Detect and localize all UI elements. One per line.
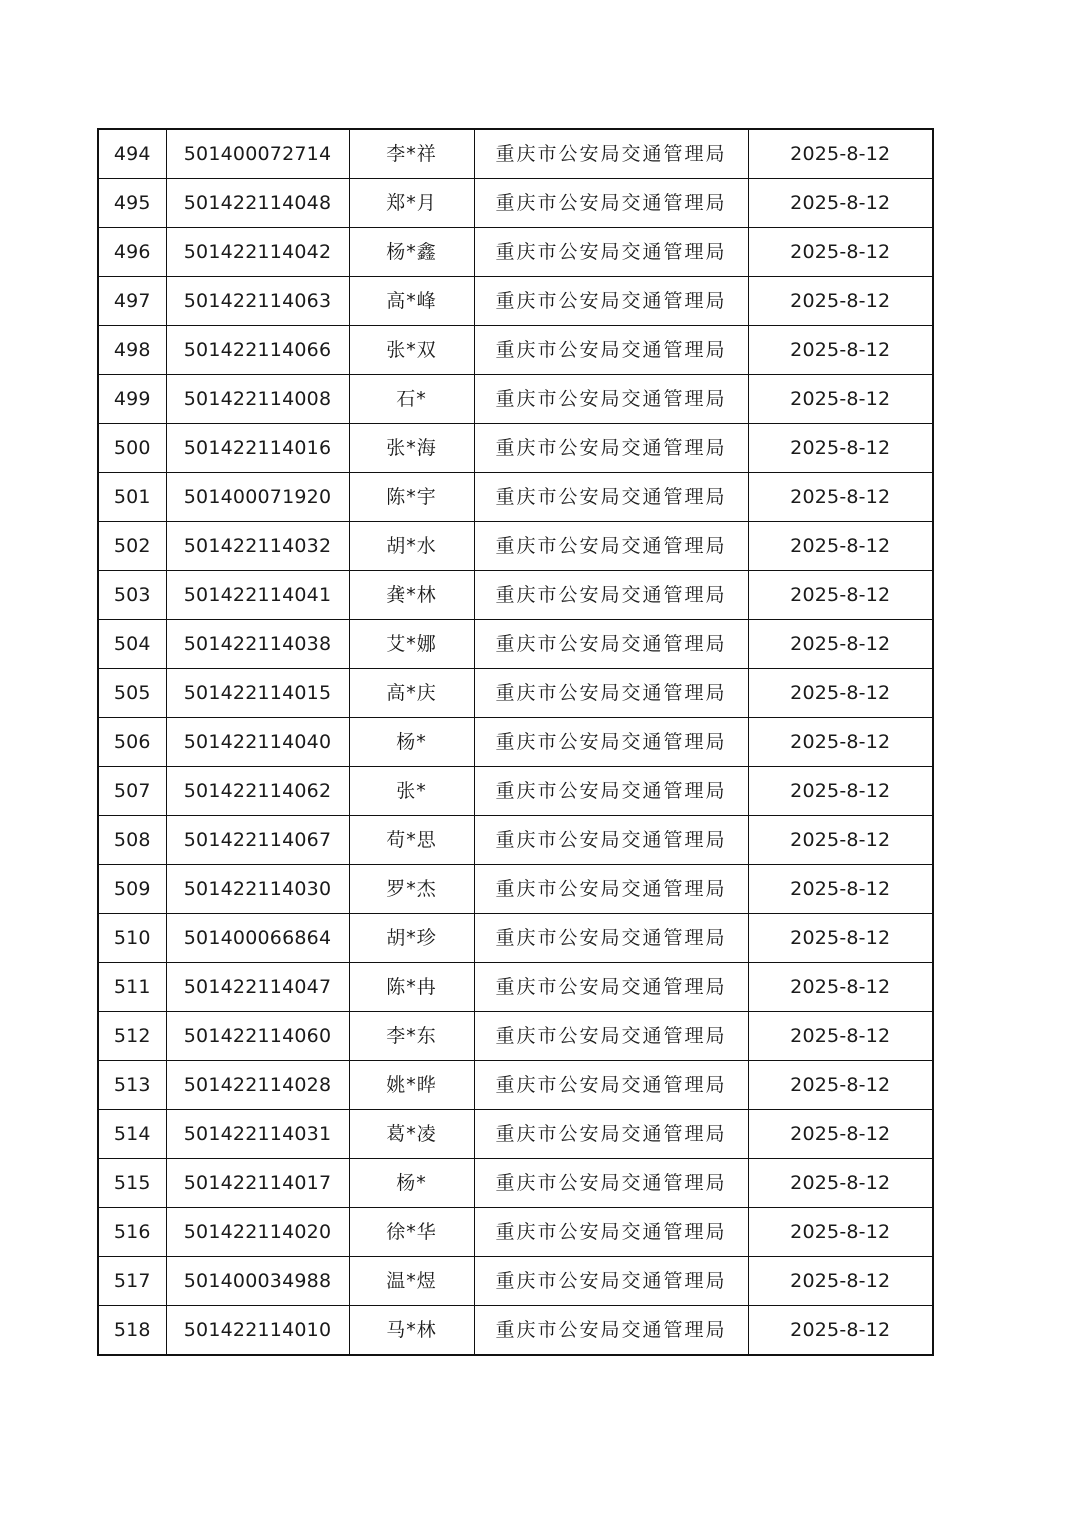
- issuing-authority-cell: 重庆市公安局交通管理局: [474, 1012, 748, 1061]
- issuing-authority-cell: 重庆市公安局交通管理局: [474, 473, 748, 522]
- date-cell: 2025-8-12: [748, 326, 933, 375]
- date-cell: 2025-8-12: [748, 277, 933, 326]
- issuing-authority-cell: 重庆市公安局交通管理局: [474, 865, 748, 914]
- date-cell: 2025-8-12: [748, 571, 933, 620]
- serial-number-cell: 503: [98, 571, 166, 620]
- certificate-number-cell: 501422114031: [166, 1110, 349, 1159]
- issuing-authority-cell: 重庆市公安局交通管理局: [474, 669, 748, 718]
- serial-number-cell: 501: [98, 473, 166, 522]
- table-row: [98, 914, 933, 963]
- serial-number-cell: 516: [98, 1208, 166, 1257]
- date-cell: 2025-8-12: [748, 375, 933, 424]
- person-name-cell: 陈*宇: [349, 473, 474, 522]
- person-name-cell: 温*煜: [349, 1257, 474, 1306]
- table-row: [98, 1257, 933, 1306]
- person-name-cell: 杨*: [349, 718, 474, 767]
- date-cell: 2025-8-12: [748, 669, 933, 718]
- person-name-cell: 苟*思: [349, 816, 474, 865]
- issuing-authority-cell: 重庆市公安局交通管理局: [474, 816, 748, 865]
- person-name-cell: 葛*凌: [349, 1110, 474, 1159]
- date-cell: 2025-8-12: [748, 522, 933, 571]
- certificate-number-cell: 501422114017: [166, 1159, 349, 1208]
- person-name-cell: 陈*冉: [349, 963, 474, 1012]
- serial-number-cell: 508: [98, 816, 166, 865]
- date-cell: 2025-8-12: [748, 424, 933, 473]
- certificate-number-cell: 501422114067: [166, 816, 349, 865]
- person-name-cell: 李*东: [349, 1012, 474, 1061]
- serial-number-cell: 502: [98, 522, 166, 571]
- serial-number-cell: 507: [98, 767, 166, 816]
- certificate-number-cell: 501422114028: [166, 1061, 349, 1110]
- table-row: [98, 1061, 933, 1110]
- issuing-authority-cell: 重庆市公安局交通管理局: [474, 718, 748, 767]
- issuing-authority-cell: 重庆市公安局交通管理局: [474, 963, 748, 1012]
- certificate-number-cell: 501422114066: [166, 326, 349, 375]
- date-cell: 2025-8-12: [748, 1257, 933, 1306]
- table-row: [98, 522, 933, 571]
- serial-number-cell: 510: [98, 914, 166, 963]
- person-name-cell: 杨*: [349, 1159, 474, 1208]
- certificate-number-cell: 501422114062: [166, 767, 349, 816]
- date-cell: 2025-8-12: [748, 1012, 933, 1061]
- certificate-number-cell: 501400072714: [166, 129, 349, 179]
- serial-number-cell: 504: [98, 620, 166, 669]
- serial-number-cell: 518: [98, 1306, 166, 1356]
- date-cell: 2025-8-12: [748, 963, 933, 1012]
- date-cell: 2025-8-12: [748, 473, 933, 522]
- table-row: [98, 1012, 933, 1061]
- date-cell: 2025-8-12: [748, 1306, 933, 1356]
- certificate-number-cell: 501400034988: [166, 1257, 349, 1306]
- person-name-cell: 张*双: [349, 326, 474, 375]
- issuing-authority-cell: 重庆市公安局交通管理局: [474, 228, 748, 277]
- serial-number-cell: 499: [98, 375, 166, 424]
- issuing-authority-cell: 重庆市公安局交通管理局: [474, 767, 748, 816]
- certificate-number-cell: 501422114032: [166, 522, 349, 571]
- person-name-cell: 姚*晔: [349, 1061, 474, 1110]
- person-name-cell: 徐*华: [349, 1208, 474, 1257]
- table-row: [98, 277, 933, 326]
- serial-number-cell: 505: [98, 669, 166, 718]
- date-cell: 2025-8-12: [748, 228, 933, 277]
- table-row: [98, 718, 933, 767]
- certificate-number-cell: 501422114063: [166, 277, 349, 326]
- certificate-number-cell: 501422114038: [166, 620, 349, 669]
- date-cell: 2025-8-12: [748, 1208, 933, 1257]
- issuing-authority-cell: 重庆市公安局交通管理局: [474, 1257, 748, 1306]
- issuing-authority-cell: 重庆市公安局交通管理局: [474, 179, 748, 228]
- table-row: [98, 963, 933, 1012]
- serial-number-cell: 498: [98, 326, 166, 375]
- person-name-cell: 高*峰: [349, 277, 474, 326]
- table-row: [98, 571, 933, 620]
- certificate-number-cell: 501422114010: [166, 1306, 349, 1356]
- person-name-cell: 马*林: [349, 1306, 474, 1356]
- issuing-authority-cell: 重庆市公安局交通管理局: [474, 522, 748, 571]
- serial-number-cell: 515: [98, 1159, 166, 1208]
- date-cell: 2025-8-12: [748, 1061, 933, 1110]
- date-cell: 2025-8-12: [748, 865, 933, 914]
- serial-number-cell: 506: [98, 718, 166, 767]
- serial-number-cell: 497: [98, 277, 166, 326]
- date-cell: 2025-8-12: [748, 718, 933, 767]
- certificate-number-cell: 501422114016: [166, 424, 349, 473]
- serial-number-cell: 514: [98, 1110, 166, 1159]
- certificate-number-cell: 501422114030: [166, 865, 349, 914]
- serial-number-cell: 512: [98, 1012, 166, 1061]
- table-row: [98, 620, 933, 669]
- roster-table: [97, 128, 934, 1356]
- table-row: [98, 1110, 933, 1159]
- serial-number-cell: 511: [98, 963, 166, 1012]
- table-row: [98, 1306, 933, 1356]
- table-row: [98, 179, 933, 228]
- issuing-authority-cell: 重庆市公安局交通管理局: [474, 277, 748, 326]
- issuing-authority-cell: 重庆市公安局交通管理局: [474, 1110, 748, 1159]
- serial-number-cell: 494: [98, 129, 166, 179]
- certificate-number-cell: 501422114060: [166, 1012, 349, 1061]
- person-name-cell: 艾*娜: [349, 620, 474, 669]
- table-row: [98, 129, 933, 179]
- issuing-authority-cell: 重庆市公安局交通管理局: [474, 1159, 748, 1208]
- serial-number-cell: 513: [98, 1061, 166, 1110]
- person-name-cell: 罗*杰: [349, 865, 474, 914]
- date-cell: 2025-8-12: [748, 767, 933, 816]
- serial-number-cell: 509: [98, 865, 166, 914]
- roster-table-body: [98, 129, 933, 1355]
- person-name-cell: 杨*鑫: [349, 228, 474, 277]
- certificate-number-cell: 501400071920: [166, 473, 349, 522]
- table-row: [98, 1208, 933, 1257]
- table-row: [98, 473, 933, 522]
- certificate-number-cell: 501422114008: [166, 375, 349, 424]
- certificate-number-cell: 501422114020: [166, 1208, 349, 1257]
- serial-number-cell: 495: [98, 179, 166, 228]
- certificate-number-cell: 501422114047: [166, 963, 349, 1012]
- certificate-number-cell: 501422114041: [166, 571, 349, 620]
- person-name-cell: 张*: [349, 767, 474, 816]
- table-row: [98, 424, 933, 473]
- date-cell: 2025-8-12: [748, 620, 933, 669]
- issuing-authority-cell: 重庆市公安局交通管理局: [474, 571, 748, 620]
- issuing-authority-cell: 重庆市公安局交通管理局: [474, 326, 748, 375]
- person-name-cell: 郑*月: [349, 179, 474, 228]
- person-name-cell: 张*海: [349, 424, 474, 473]
- serial-number-cell: 496: [98, 228, 166, 277]
- serial-number-cell: 517: [98, 1257, 166, 1306]
- certificate-number-cell: 501422114048: [166, 179, 349, 228]
- table-row: [98, 326, 933, 375]
- issuing-authority-cell: 重庆市公安局交通管理局: [474, 375, 748, 424]
- person-name-cell: 石*: [349, 375, 474, 424]
- person-name-cell: 高*庆: [349, 669, 474, 718]
- certificate-number-cell: 501422114015: [166, 669, 349, 718]
- table-row: [98, 767, 933, 816]
- date-cell: 2025-8-12: [748, 914, 933, 963]
- person-name-cell: 龚*林: [349, 571, 474, 620]
- table-row: [98, 1159, 933, 1208]
- issuing-authority-cell: 重庆市公安局交通管理局: [474, 1061, 748, 1110]
- serial-number-cell: 500: [98, 424, 166, 473]
- certificate-number-cell: 501400066864: [166, 914, 349, 963]
- table-row: [98, 375, 933, 424]
- date-cell: 2025-8-12: [748, 129, 933, 179]
- issuing-authority-cell: 重庆市公安局交通管理局: [474, 914, 748, 963]
- person-name-cell: 李*祥: [349, 129, 474, 179]
- person-name-cell: 胡*水: [349, 522, 474, 571]
- certificate-number-cell: 501422114040: [166, 718, 349, 767]
- date-cell: 2025-8-12: [748, 1159, 933, 1208]
- issuing-authority-cell: 重庆市公安局交通管理局: [474, 129, 748, 179]
- person-name-cell: 胡*珍: [349, 914, 474, 963]
- table-row: [98, 865, 933, 914]
- issuing-authority-cell: 重庆市公安局交通管理局: [474, 1306, 748, 1356]
- issuing-authority-cell: 重庆市公安局交通管理局: [474, 424, 748, 473]
- table-row: [98, 669, 933, 718]
- table-row: [98, 816, 933, 865]
- certificate-number-cell: 501422114042: [166, 228, 349, 277]
- date-cell: 2025-8-12: [748, 179, 933, 228]
- date-cell: 2025-8-12: [748, 816, 933, 865]
- date-cell: 2025-8-12: [748, 1110, 933, 1159]
- table-row: [98, 228, 933, 277]
- issuing-authority-cell: 重庆市公安局交通管理局: [474, 1208, 748, 1257]
- issuing-authority-cell: 重庆市公安局交通管理局: [474, 620, 748, 669]
